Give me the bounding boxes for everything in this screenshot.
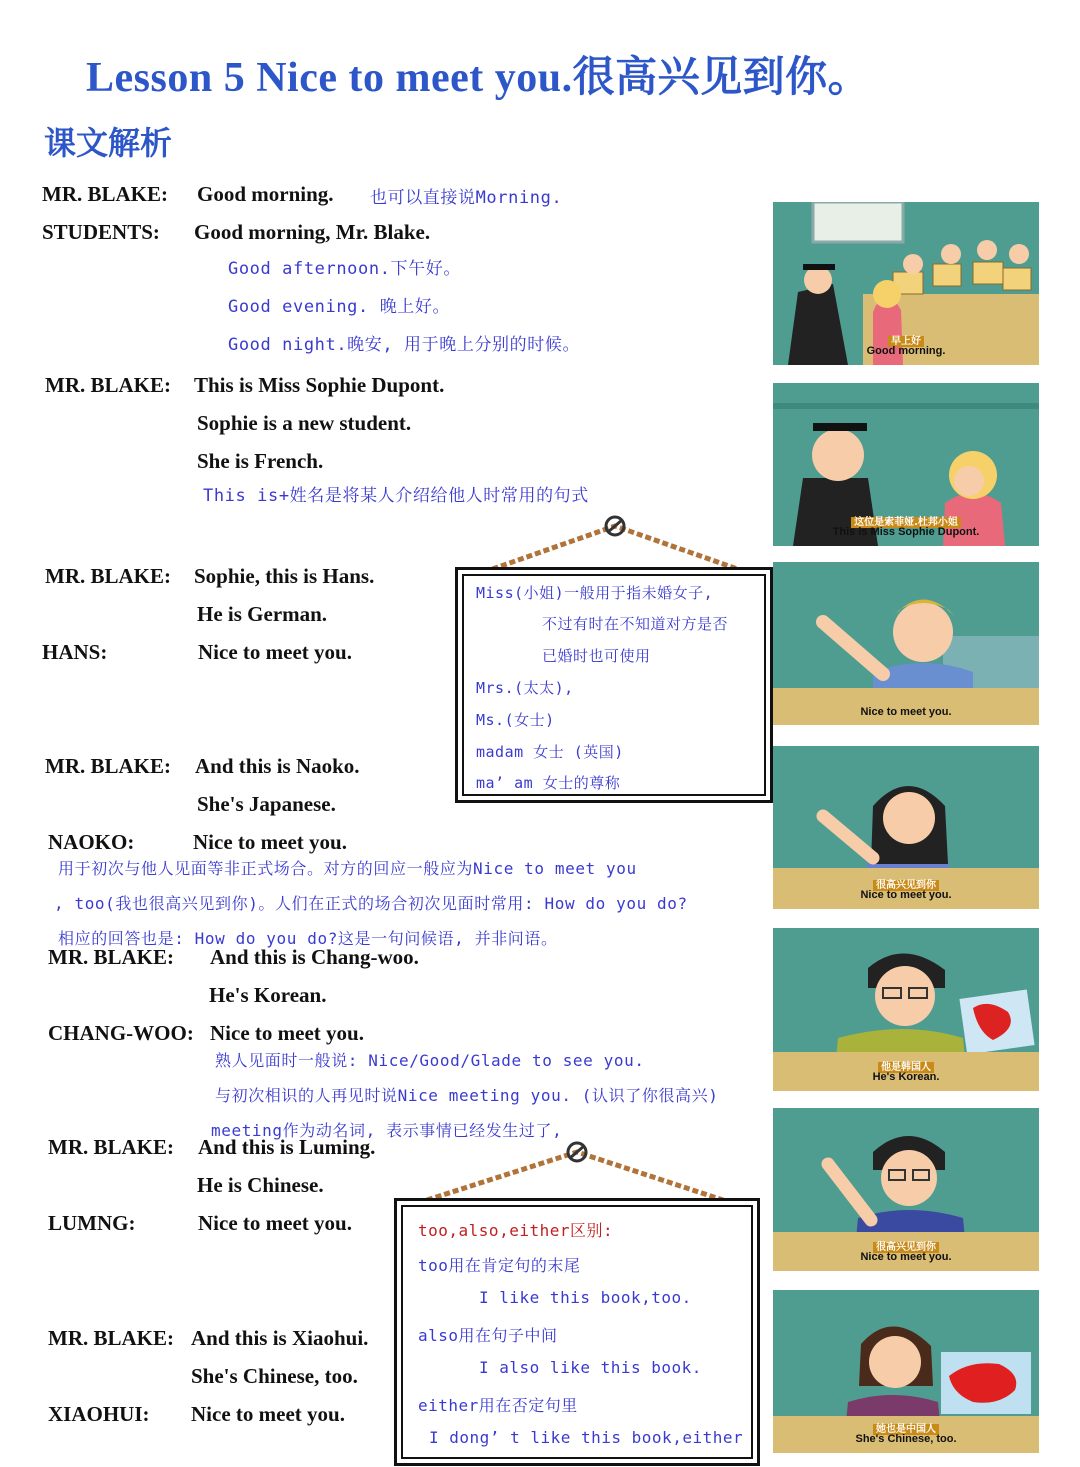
caption-en: Good morning.	[866, 345, 946, 357]
speaker-label: HANS:	[42, 640, 108, 664]
cartoon-panel-classroom	[773, 202, 1039, 365]
speaker-label: STUDENTS:	[42, 220, 160, 244]
speaker-label: MR. BLAKE:	[48, 1326, 174, 1350]
dialogue-line: He is Chinese.	[197, 1173, 324, 1197]
caption-cn: 这位是索菲娅.杜邦小姐	[851, 517, 961, 528]
box-line: Mrs.(太太),	[476, 679, 574, 697]
note-line: 相应的回答也是: How do you do?这是一句问候语, 并非问语。	[58, 929, 558, 948]
dialogue-line: This is Miss Sophie Dupont.	[194, 373, 445, 397]
dialogue-line: And this is Naoko.	[195, 754, 360, 778]
dialogue-line: And this is Luming.	[198, 1135, 376, 1159]
dialogue-line: And this is Chang-woo.	[210, 945, 419, 969]
box-line: I also like this book.	[479, 1358, 702, 1377]
caption-en: She's Chinese, too.	[855, 1433, 957, 1445]
note-line: 与初次相识的人再见时说Nice meeting you. (认识了你很高兴)	[215, 1086, 719, 1105]
box-line: madam 女士 (英国)	[476, 743, 624, 761]
speaker-label: MR. BLAKE:	[45, 754, 171, 778]
box-line: I like this book,too.	[479, 1288, 692, 1307]
note-line: meeting作为动名词, 表示事情已经发生过了,	[211, 1121, 563, 1140]
speaker-label: MR. BLAKE:	[45, 564, 171, 588]
caption-en: He's Korean.	[872, 1071, 940, 1083]
speaker-label: MR. BLAKE:	[48, 1135, 174, 1159]
box-line: Ms.(女士)	[476, 711, 555, 729]
dialogue-line: Sophie is a new student.	[197, 411, 412, 435]
caption-cn: 很高兴见到你	[873, 1242, 939, 1253]
note-line: Good evening. 晚上好。	[228, 297, 451, 317]
note-frame-miss	[455, 567, 773, 803]
box-line: 已婚时也可使用	[542, 647, 651, 665]
cartoon-panel-changwoo	[773, 928, 1039, 1091]
speaker-label: LUMNG:	[48, 1211, 136, 1235]
dialogue-line: He is German.	[197, 602, 328, 626]
speaker-label: NAOKO:	[48, 830, 135, 854]
section-heading: 课文解析	[44, 124, 173, 162]
dialogue-line: Nice to meet you.	[198, 640, 352, 664]
dialogue-line: She is French.	[197, 449, 324, 473]
cartoon-panel-xiaohui	[773, 1290, 1039, 1453]
page-title: Lesson 5 Nice to meet you.很高兴见到你。	[86, 55, 871, 101]
box-line: 不过有时在不知道对方是否	[542, 615, 729, 633]
cartoon-panel-introduce	[773, 383, 1039, 546]
dialogue-line: Good morning, Mr. Blake.	[194, 220, 431, 244]
hanging-rope	[415, 1136, 735, 1204]
dialogue-line: Good morning.	[197, 182, 334, 206]
speaker-label: MR. BLAKE:	[42, 182, 168, 206]
box-line: I dong’ t like this book,either	[429, 1428, 744, 1447]
box-line: either用在否定句里	[418, 1396, 578, 1415]
caption-en: Nice to meet you.	[860, 889, 952, 901]
dialogue-line: Nice to meet you.	[191, 1402, 345, 1426]
dialogue-line: Nice to meet you.	[193, 830, 347, 854]
caption-en: Nice to meet you.	[860, 706, 952, 718]
note-line: This is+姓名是将某人介绍给他人时常用的句式	[203, 486, 589, 506]
cartoon-panel-hans	[773, 562, 1039, 725]
note-line: Good afternoon.下午好。	[228, 259, 461, 279]
dialogue-line: He's Korean.	[209, 983, 327, 1007]
dialogue-line: She's Japanese.	[197, 792, 336, 816]
note-line: 熟人见面时一般说: Nice/Good/Glade to see you.	[215, 1051, 645, 1070]
cartoon-panel-naoko	[773, 746, 1039, 909]
cartoon-panel-luming	[773, 1108, 1039, 1271]
caption-cn: 早上好	[888, 336, 924, 347]
dialogue-line: Sophie, this is Hans.	[194, 564, 375, 588]
box-line: too用在肯定句的末尾	[418, 1256, 581, 1275]
caption-cn: 她也是中国人	[873, 1424, 939, 1435]
note-line: Good night.晚安, 用于晚上分别的时候。	[228, 335, 581, 355]
dialogue-line: Nice to meet you.	[198, 1211, 352, 1235]
hans-illustration	[773, 562, 1039, 725]
speaker-label: CHANG-WOO:	[48, 1021, 194, 1045]
speaker-label: XIAOHUI:	[48, 1402, 150, 1426]
note-line: , too(我也很高兴见到你)。人们在正式的场合初次见面时常用: How do you do?	[54, 894, 688, 913]
speaker-label: MR. BLAKE:	[45, 373, 171, 397]
dialogue-line: Nice to meet you.	[210, 1021, 364, 1045]
box-line: Miss(小姐)一般用于指未婚女子,	[476, 584, 714, 602]
caption-cn: 很高兴见到你	[873, 880, 939, 891]
note-frame-too-also-either	[394, 1198, 760, 1466]
box-line: also用在句子中间	[418, 1326, 558, 1345]
box-line: ma’ am 女士的尊称	[476, 774, 621, 792]
dialogue-line: And this is Xiaohui.	[191, 1326, 369, 1350]
speaker-label: MR. BLAKE:	[48, 945, 174, 969]
note-line: 也可以直接说Morning.	[370, 188, 563, 208]
dialogue-line: She's Chinese, too.	[191, 1364, 358, 1388]
caption-cn: 他是韩国人	[878, 1062, 934, 1073]
box-heading: too,also,either区别:	[418, 1221, 614, 1240]
caption-en: Nice to meet you.	[860, 1251, 952, 1263]
caption-en: This is Miss Sophie Dupont.	[832, 526, 980, 538]
note-line: 用于初次与他人见面等非正式场合。对方的回应一般应为Nice to meet you	[58, 859, 637, 878]
